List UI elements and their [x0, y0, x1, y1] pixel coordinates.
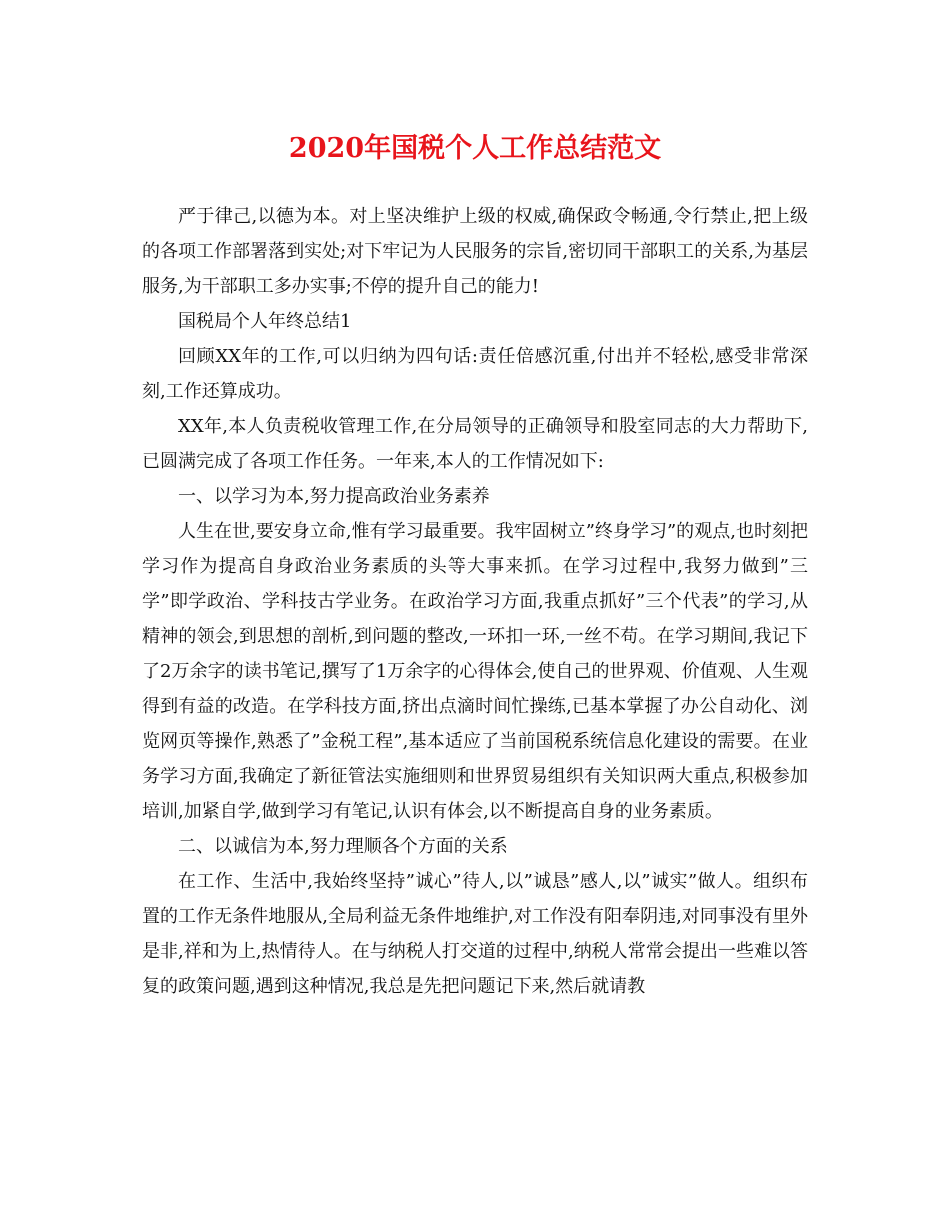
paragraph-review: 回顾XX年的工作,可以归纳为四句话:责任倍感沉重,付出并不轻松,感受非常深刻,工作还算成功。	[142, 346, 808, 402]
section-heading-integrity: 二、以诚信为本,努力理顺各个方面的关系	[178, 836, 508, 857]
section-heading-summary-1: 国税局个人年终总结1	[178, 311, 352, 332]
paragraph-intro: 严于律己,以德为本。对上坚决维护上级的权威,确保政令畅通,令行禁止,把上级的各项工作部署落到实处;对下牢记为人民服务的宗旨,密切同干部职工的关系,为基层服务,为干部职工多办实事;不停的提升自己的能力!	[142, 206, 808, 297]
document-title: 2020年国税个人工作总结范文	[288, 133, 662, 164]
section-heading-study: 一、以学习为本,努力提高政治业务素养	[178, 486, 490, 507]
document-body	[142, 199, 808, 1004]
paragraph-study: 人生在世,要安身立命,惟有学习最重要。我牢固树立”终身学习”的观点,也时刻把学习作为提高自身政治业务素质的头等大事来抓。在学习过程中,我努力做到”三学”即学政治、学科技古学业务。在政治学习方面,我重点抓好”三个代表”的学习,从精神的领会,到思想的剖析,到问题的整改,一环扣一环,一丝不苟。在学习期间,我记下了2万余字的读书笔记,撰写了1万余字的心得体会,使自己的世界观、价值观、人生观得到有益的改造。在学科技方面,挤出点滴时间忙操练,已基本掌握了办公自动化、浏览网页等操作,熟悉了”金税工程”,基本适应了当前国税系统信息化建设的需要。在业务学习方面,我确定了新征管法实施细则和世界贸易组织有关知识两大重点,积极参加培训,加紧自学,做到学习有笔记,认识有体会,以不断提高自身的业务素质。	[142, 521, 808, 822]
paragraph-integrity: 在工作、生活中,我始终坚持”诚心”待人,以”诚恳”感人,以”诚实”做人。组织布置的工作无条件地服从,全局利益无条件地维护,对工作没有阳奉阴违,对同事没有里外是非,祥和为上,热情待人。在与纳税人打交道的过程中,纳税人常常会提出一些难以答复的政策问题,遇到这种情况,我总是先把问题记下来,然后就请教	[142, 871, 808, 997]
paragraph-responsibility: XX年,本人负责税收管理工作,在分局领导的正确领导和股室同志的大力帮助下,已圆满完成了各项工作任务。一年来,本人的工作情况如下:	[142, 416, 808, 472]
